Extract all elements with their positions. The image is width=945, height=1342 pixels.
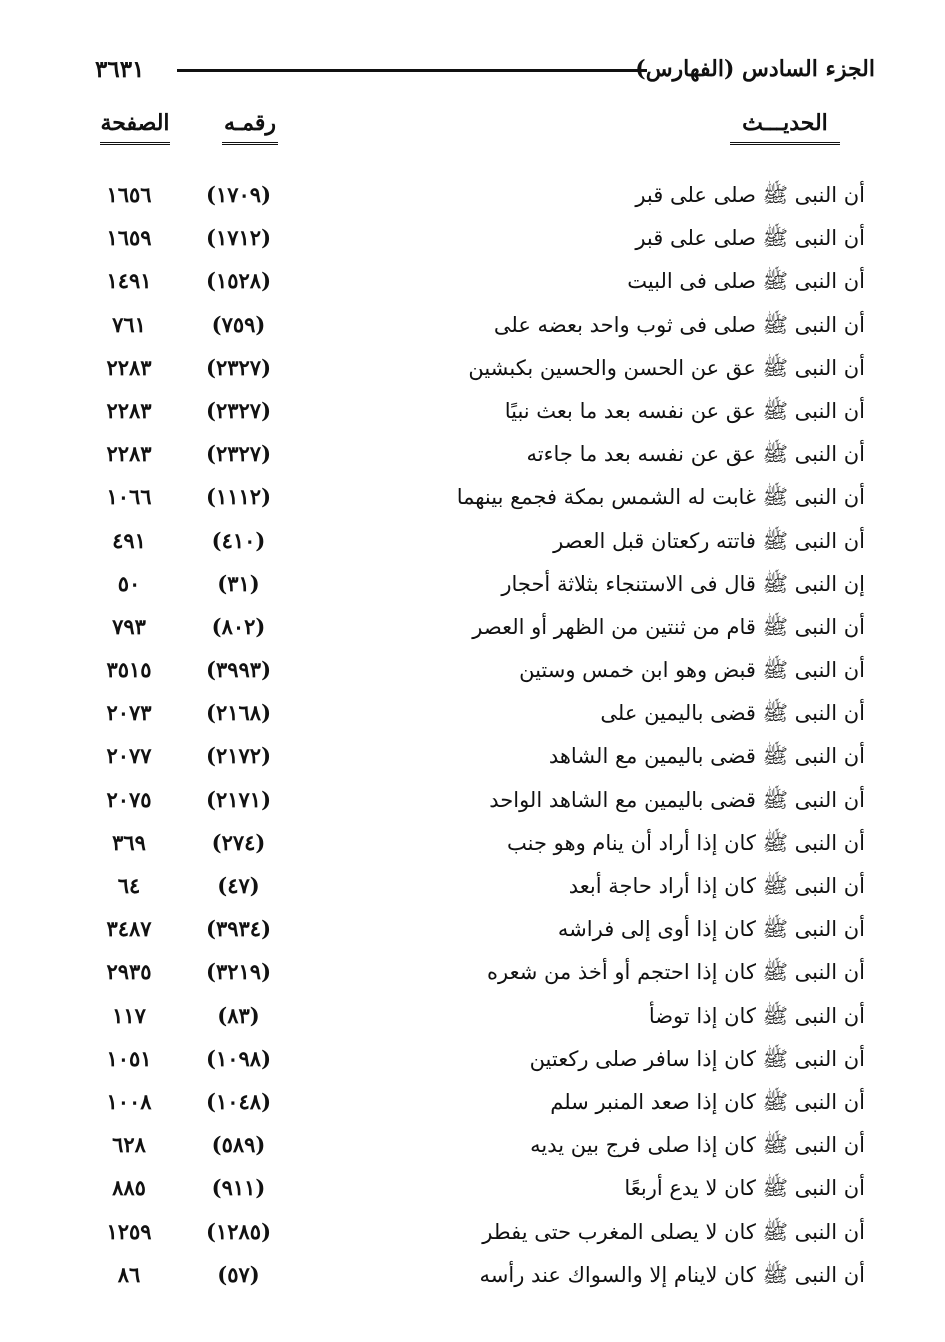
index-entry (0, 869, 945, 912)
page-reference: ٣٦٩ (112, 829, 146, 855)
hadith-number: (١١١٢) (206, 484, 271, 510)
column-header-number: رقمـه (222, 110, 278, 145)
hadith-number: (٢١٦٨) (206, 700, 271, 726)
hadith-number: (٢٣٢٧) (206, 354, 271, 380)
hadith-text: أن النبى ﷺ كان لاينام إلا والسواك عند رأسه (479, 1262, 865, 1287)
hadith-number: (٢٧٤) (211, 829, 266, 855)
index-entry (0, 783, 945, 826)
page-reference: ٢٢٨٣ (106, 397, 152, 423)
index-entry (0, 264, 945, 307)
page-reference: ٦٢٨ (112, 1132, 146, 1158)
page-number: ٣٦٣١ (95, 56, 145, 83)
index-entry (0, 351, 945, 394)
page-reference: ٢٠٧٥ (106, 786, 152, 812)
hadith-number: (٣٩٩٣) (206, 657, 271, 683)
hadith-text: أن النبى ﷺ قبض وهو ابن خمس وستين (519, 658, 865, 683)
page-reference: ٦٤ (117, 873, 141, 898)
page-reference: ٣٤٨٧ (106, 916, 152, 942)
hadith-text: أن النبى ﷺ عق عن نفسه بعد ما جاءته (526, 442, 865, 467)
hadith-number: (١٧٠٩) (206, 182, 271, 207)
page-reference: ٤٩١ (112, 527, 146, 553)
index-entry (0, 567, 945, 610)
hadith-text: أن النبى ﷺ قضى باليمين على (600, 701, 865, 726)
hadith-number: (١٥٢٨) (206, 268, 271, 294)
page-reference: ١٠٠٨ (106, 1088, 152, 1114)
hadith-text: أن النبى ﷺ قام من ثنتين من الظهر أو العصر (472, 614, 865, 639)
index-entry (0, 912, 945, 955)
index-entry (0, 1128, 945, 1171)
hadith-number: (٢٣٢٧) (206, 441, 271, 467)
page-reference: ١٠٦٦ (106, 484, 152, 510)
index-entry (0, 696, 945, 739)
hadith-text: أن النبى ﷺ صلى فى البيت (627, 269, 865, 294)
hadith-number: (٨٣) (217, 1002, 260, 1028)
hadith-text: أن النبى ﷺ عق عن نفسه بعد ما بعث نبيًا (504, 398, 865, 423)
index-entry (0, 1215, 945, 1258)
page-reference: ١٠٥١ (106, 1045, 152, 1071)
hadith-text: أن النبى ﷺ كان لا يصلى المغرب حتى يفطر (482, 1219, 865, 1244)
hadith-number: (١٧١٢) (206, 225, 271, 251)
hadith-text: أن النبى ﷺ كان إذا أراد أن ينام وهو جنب (507, 830, 865, 855)
hadith-number: (١٠٩٨) (206, 1045, 271, 1071)
hadith-text: أن النبى ﷺ غابت له الشمس بمكة فجمع بينهما (456, 485, 865, 510)
index-entry (0, 1085, 945, 1128)
hadith-text: أن النبى ﷺ صلى على قبر (635, 226, 865, 251)
page-reference: ١٦٥٩ (106, 225, 152, 251)
index-entry (0, 394, 945, 437)
hadith-text: أن النبى ﷺ صلى فى ثوب واحد بعضه على (493, 312, 865, 337)
page-reference: ٧٦١ (112, 311, 146, 337)
page-reference: ١٢٥٩ (106, 1218, 152, 1244)
hadith-number: (٧٥٩) (211, 311, 266, 337)
index-entry (0, 999, 945, 1042)
hadith-text: إن النبى ﷺ قال فى الاستنجاء بثلاثة أحجار (501, 571, 865, 596)
index-entry (0, 308, 945, 351)
page-reference: ٨٦ (117, 1261, 141, 1287)
hadith-number: (٤٧) (217, 873, 260, 898)
hadith-number: (١٢٨٥) (206, 1218, 271, 1244)
index-entry (0, 480, 945, 523)
index-entries (0, 178, 945, 1301)
book-title: الجزء السادس (الفهارس) (635, 56, 875, 82)
column-header-page: الصفحة (100, 110, 170, 145)
page-reference: ٢٠٧٧ (106, 743, 152, 769)
hadith-text: أن النبى ﷺ فاتته ركعتان قبل العصر (553, 528, 865, 553)
hadith-number: (٣١) (217, 570, 260, 596)
page-reference: ٥٠ (117, 570, 141, 596)
hadith-text: أن النبى ﷺ كان إذا توضأ (648, 1003, 865, 1028)
page-reference: ٢٢٨٣ (106, 354, 152, 380)
index-entry (0, 221, 945, 264)
hadith-text: أن النبى ﷺ كان لا يدع أربعًا (624, 1176, 865, 1201)
page-reference: ٨٨٥ (112, 1175, 146, 1201)
index-entry (0, 1258, 945, 1301)
index-entry (0, 1042, 945, 1085)
page-reference: ٢٢٨٣ (106, 441, 152, 467)
hadith-number: (٣٢١٩) (206, 959, 271, 985)
page-reference: ٧٩٣ (112, 613, 146, 639)
hadith-number: (١٠٤٨) (206, 1088, 271, 1114)
running-head (95, 56, 875, 92)
page-reference: ٣٥١٥ (106, 657, 152, 683)
page-reference: ١٤٩١ (106, 268, 152, 294)
hadith-text: أن النبى ﷺ كان إذا أراد حاجة أبعد (568, 874, 865, 898)
page-reference: ٢٠٧٣ (106, 700, 152, 726)
hadith-text: أن النبى ﷺ قضى باليمين مع الشاهد الواحد (489, 787, 865, 812)
hadith-number: (٢٣٢٧) (206, 397, 271, 423)
index-entry (0, 610, 945, 653)
page-reference: ٢٩٣٥ (106, 959, 152, 985)
hadith-text: أن النبى ﷺ قضى باليمين مع الشاهد (548, 744, 865, 769)
hadith-text: أن النبى ﷺ صلى على قبر (635, 183, 865, 207)
hadith-number: (٨٠٢) (211, 613, 266, 639)
header-rule (177, 69, 647, 72)
hadith-number: (٥٧) (217, 1261, 260, 1287)
hadith-number: (٥٨٩) (211, 1132, 266, 1158)
hadith-number: (٣٩٣٤) (206, 916, 271, 942)
hadith-text: أن النبى ﷺ كان إذا احتجم أو أخذ من شعره (487, 960, 865, 985)
hadith-text: أن النبى ﷺ عق عن الحسن والحسين بكبشين (468, 355, 865, 380)
index-entry (0, 524, 945, 567)
index-entry (0, 653, 945, 696)
index-entry (0, 1171, 945, 1214)
hadith-number: (٤١٠) (211, 527, 266, 553)
hadith-text: أن النبى ﷺ كان إذا صلى فرج بين يديه (530, 1133, 865, 1158)
index-entry (0, 826, 945, 869)
page-reference: ١١٧ (112, 1002, 146, 1028)
index-entry (0, 739, 945, 782)
hadith-text: أن النبى ﷺ كان إذا صعد المنبر سلم (550, 1089, 865, 1114)
hadith-text: أن النبى ﷺ كان إذا سافر صلى ركعتين (529, 1046, 865, 1071)
hadith-number: (٩١١) (211, 1175, 266, 1201)
index-entry (0, 178, 945, 221)
hadith-number: (٢١٧١) (206, 786, 271, 812)
page-reference: ١٦٥٦ (106, 182, 152, 207)
hadith-text: أن النبى ﷺ كان إذا أوى إلى فراشه (557, 917, 865, 942)
hadith-number: (٢١٧٢) (206, 743, 271, 769)
index-entry (0, 437, 945, 480)
column-header-hadith: الحديـــث (730, 110, 840, 145)
index-entry (0, 955, 945, 998)
